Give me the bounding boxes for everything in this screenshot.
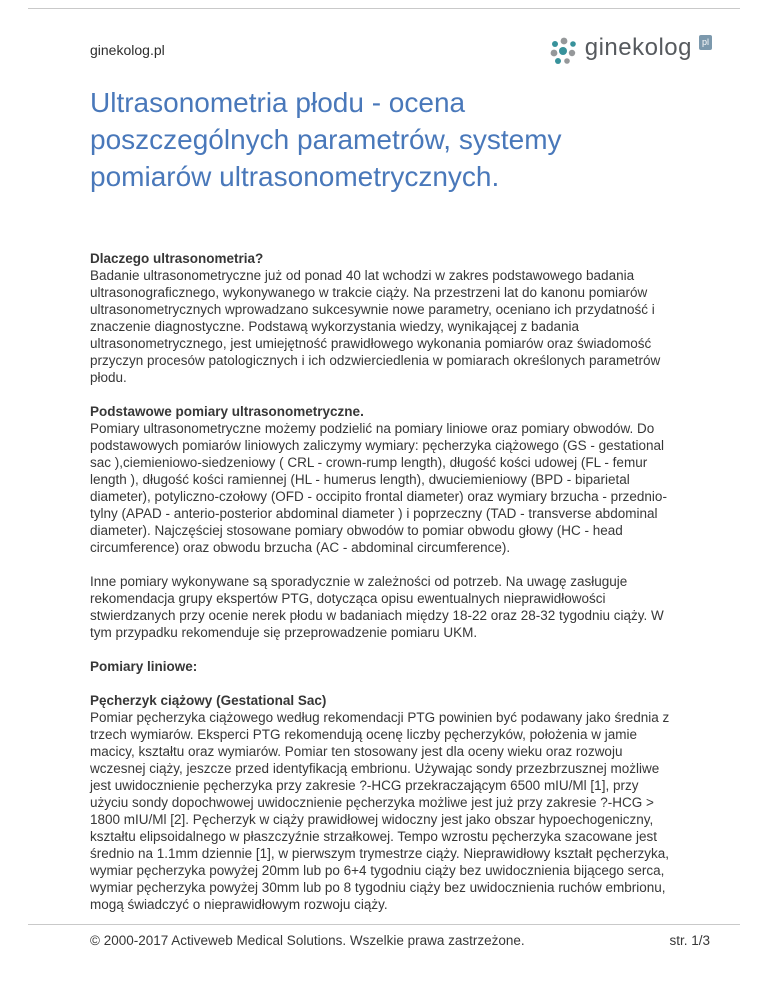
section-paragraph: Pomiar pęcherzyka ciążowego według rekomendacji PTG powinien być podawany jako średnia z trzech wymiarów. Eksperci PTG rekomendują ocenę liczby pęcherzyków, położenia w jamie macicy, kształtu oraz wymiarów. Pomiar ten stosowany jest dla oceny wieku oraz rozwoju wczesnej ciąży, jeszcze przed identyfikacją embrionu. Używając sondy przezbrzusznej możliwe jest uwidocznienie pęcherzyka przy zakresie ?-HCG przekraczającym 6500 mIU/Ml [1], przy użyciu sondy dopochwowej uwidocznienie pęcherzyka możliwe jest już przy zakresie ?-HCG > 1800 mIU/Ml [2]. Pęcherzyk w ciąży prawidłowej widoczny jest jako obszar hypoechogeniczny, kształtu elipsoidalnego w płaszczyźnie strzałkowej. Tempo wzrostu pęcherzyka szacowane jest średnio na 1.1mm dziennie [1], w pierwszym trymestrze ciąży. Nieprawidłowy kształt pęcherzyka, wymiar pęcherzyka powyżej 20mm lub po 6+4 tygodniu ciąży bez uwidocznienia bijącego serca, wymiar pęcherzyka powyżej 30mm lub po 8 tygodniu ciąży bez uwidocznienia ruchów embrionu, mogą świadczyć o nieprawidłowym rozwoju ciąży. [90, 710, 670, 912]
section-linear-measurements [90, 658, 678, 675]
article-body [90, 250, 678, 930]
copyright-text: © 2000-2017 Activeweb Medical Solutions. Wszelkie prawa zastrzeżone. [90, 933, 525, 948]
top-divider [28, 8, 740, 9]
section-paragraph: Inne pomiary wykonywane są sporadycznie w zależności od potrzeb. Na uwagę zasługuje rekomendacja grupy ekspertów PTG, dotycząca opisu ewentualnych nieprawidłowości stwierdzanych przy ocenie nerek płodu w badaniach między 18-22 oraz 28-32 tygodniu ciąży. W tym przypadku rekomenduje się przeprowadzenie pomiaru UKM. [90, 574, 664, 640]
article-title: Ultrasonometria płodu - ocena poszczególnych parametrów, systemy pomiarów ultrasonometrycznych. [90, 87, 562, 192]
section-heading: Dlaczego ultrasonometria? [90, 251, 264, 266]
section-paragraph: Badanie ultrasonometryczne już od ponad 40 lat wchodzi w zakres podstawowego badania ultrasonograficznego, wykonywanego w trakcie ciąży. Na przestrzeni lat do kanonu pomiarów ultrasonometrycznych wprowadzano sukcesywnie nowe parametry, oceniano ich przydatność i znaczenie diagnostyczne. Podstawą wykorzystania wiedzy, wynikającej z badania ultrasonometrycznego, jest umiejętność prawidłowego wykonania pomiarów oraz świadomość przyczyn procesów patologicznych i ich odzwierciedlenia w pomiarach określonych parametrów płodu. [90, 268, 661, 385]
site-url: ginekolog.pl [90, 42, 165, 58]
logo-dots-icon [548, 36, 578, 66]
section-gestational-sac [90, 692, 678, 913]
logo-badge-pl: pl [699, 35, 712, 50]
section-heading: Pomiary liniowe: [90, 659, 198, 674]
logo-text: ginekolog [584, 34, 692, 61]
section-basic-measurements [90, 403, 678, 556]
footer-divider [28, 924, 740, 925]
page-header [90, 34, 712, 66]
section-other-measurements [90, 573, 678, 641]
section-why-ultrasonometry [90, 250, 678, 386]
section-heading: Podstawowe pomiary ultrasonometryczne. [90, 404, 364, 419]
ginekolog-logo [548, 34, 712, 66]
page-number: str. 1/3 [669, 933, 710, 948]
section-paragraph: Pomiary ultrasonometryczne możemy podzielić na pomiary liniowe oraz pomiary obwodów. Do podstawowych pomiarów liniowych zaliczymy wymiary: pęcherzyka ciążowego (GS - gestational sac ),ciemieniowo-siedzeniowy ( CRL - crown-rump length), długość kości udowej (FL - femur length ), długość kości ramiennej (HL - humerus length), dwuciemieniowy (BPD - biparietal diameter), potyliczno-czołowy (OFD - occipito frontal diameter) oraz wymiary brzucha - przednio-tylny (APAD - anterio-posterior abdominal diameter ) i poprzeczny (TAD - transverse abdominal diameter). Najczęściej stosowane pomiary obwodów to pomiar obwodu głowy (HC - head circumference) oraz obwodu brzucha (AC - abdominal circumference). [90, 421, 667, 555]
section-heading: Pęcherzyk ciążowy (Gestational Sac) [90, 693, 327, 708]
page-footer [90, 933, 710, 948]
